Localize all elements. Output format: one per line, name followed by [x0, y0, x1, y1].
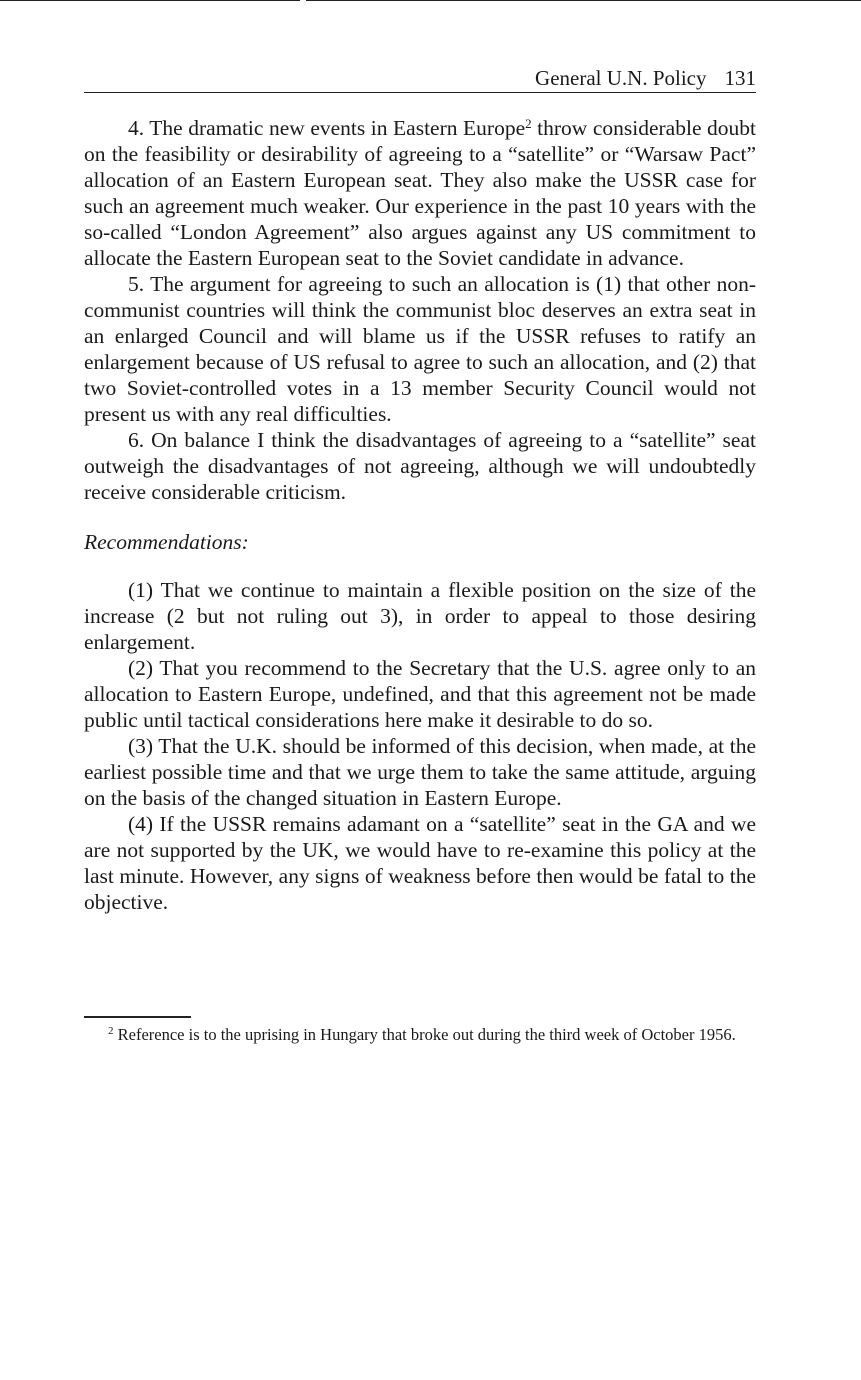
running-head — [84, 66, 756, 93]
paragraph-5: 5. The argument for agreeing to such an allocation is (1) that other non-communist countries will think the communist bloc deserves an extra seat in an enlarged Council and will blame us if the USSR refuses to ratify an enlargement because of US refusal to agree to such an allocation, and (2) that two Soviet-controlled votes in a 13 member Security Council would not present us with any real difficulties. — [84, 272, 756, 426]
top-rule-right — [306, 0, 861, 1]
footnote-reference-2: 2 — [525, 115, 532, 131]
body-text — [84, 115, 756, 915]
recommendation-3: (3) That the U.K. should be informed of this decision, when made, at the earliest possible time and that we urge them to take the same attitude, arguing on the basis of the changed situation in Eastern Europe. — [84, 734, 756, 810]
top-edge-rules — [0, 0, 861, 4]
running-head-title: General U.N. Policy — [535, 66, 707, 90]
footnote-marker: 2 — [108, 1024, 114, 1037]
footnote-2 — [84, 1024, 756, 1046]
footnote-text: Reference is to the uprising in Hungary that broke out during the third week of October 1956. — [113, 1025, 736, 1044]
footnote-divider — [84, 1016, 191, 1018]
recommendation-1: (1) That we continue to maintain a flexible position on the size of the increase (2 but not ruling out 3), in order to appeal to those desiring enlargement. — [84, 578, 756, 654]
paragraph-4-text-b: throw considerable doubt on the feasibility or desirability of agreeing to a “satellite” or “Warsaw Pact” allocation of an Eastern European seat. They also make the USSR case for such an agreement much weaker. Our experience in the past 10 years with the so-called “London Agreement” also argues against any US commitment to allocate the Eastern European seat to the Soviet candidate in advance. — [84, 116, 756, 270]
recommendations-heading: Recommendations: — [84, 530, 249, 554]
page-number: 131 — [724, 66, 756, 90]
paragraph-4 — [84, 115, 756, 271]
paragraph-4-text-a: 4. The dramatic new events in Eastern Europe — [128, 116, 526, 140]
top-rule-left — [0, 0, 300, 1]
recommendation-2: (2) That you recommend to the Secretary that the U.S. agree only to an allocation to Eastern Europe, undefined, and that this agreement not be made public until tactical considerations here make it desirable to do so. — [84, 656, 756, 732]
paragraph-6: 6. On balance I think the disadvantages of agreeing to a “satellite” seat outweigh the disadvantages of not agreeing, although we will undoubtedly receive considerable criticism. — [84, 428, 756, 504]
recommendation-4: (4) If the USSR remains adamant on a “satellite” seat in the GA and we are not supported by the UK, we would have to re-examine this policy at the last minute. However, any signs of weakness before then would be fatal to the objective. — [84, 812, 756, 914]
